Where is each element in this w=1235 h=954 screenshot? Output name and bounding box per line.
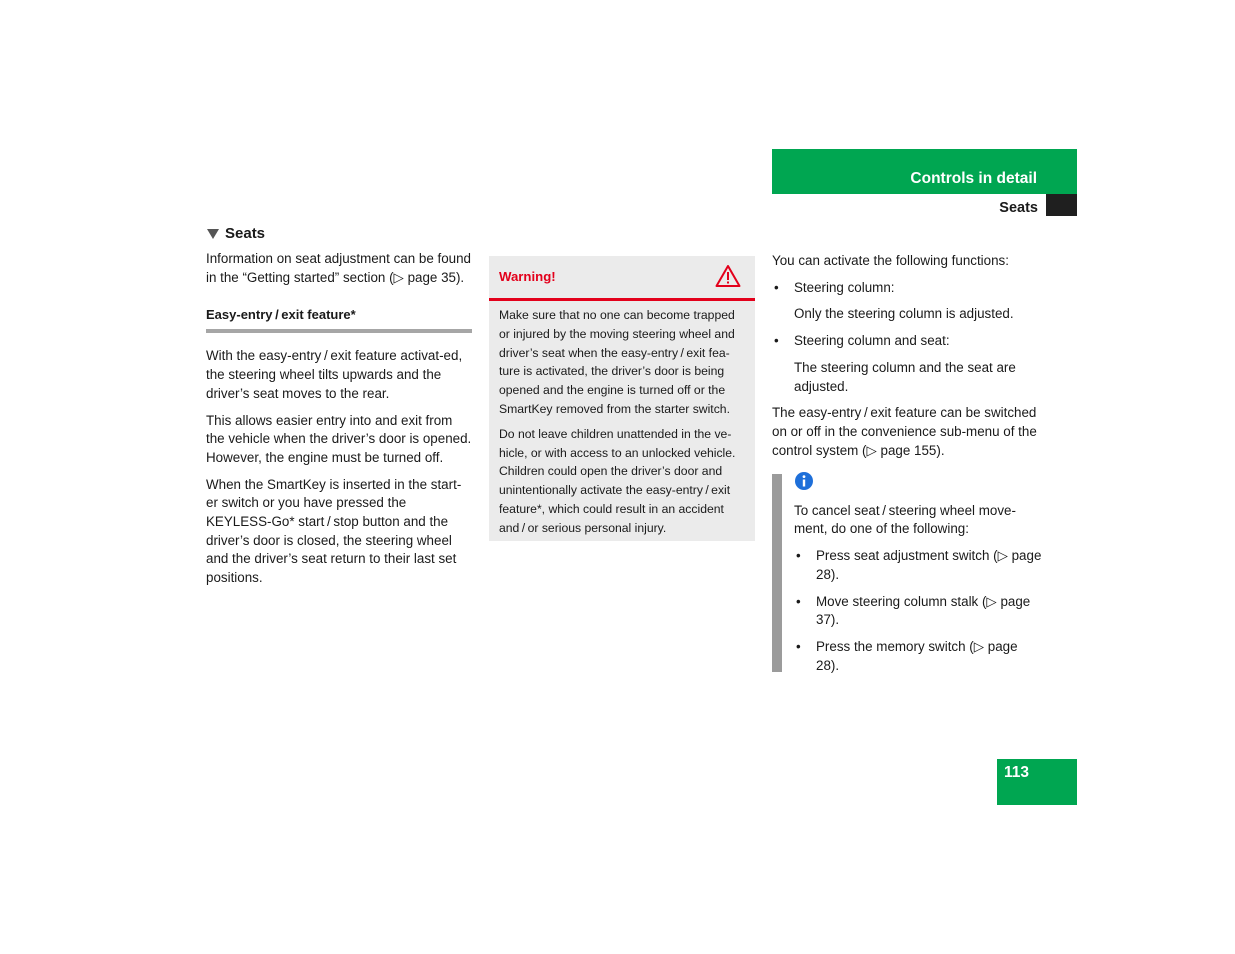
right-column (772, 252, 1042, 460)
warning-body (489, 301, 755, 538)
chapter-title: Controls in detail (910, 170, 1037, 187)
info-list-item: • Press seat adjustment switch (▷ page 28). (794, 547, 1044, 584)
body-paragraph: When the SmartKey is inserted in the start-er switch or you have pressed the KEYLESS-Go* start / stop button and the driver’s door is closed, the steering wheel and the driver’s seat return to their last set positions. (206, 476, 462, 586)
page-number: 113 (1004, 764, 1030, 781)
list-item: • Steering column: (772, 279, 1042, 298)
header-band (772, 149, 1077, 194)
info-box (794, 471, 1044, 675)
warning-paragraph: Do not leave children unattended in the ve-hicle, or with access to an unlocked vehicle. Children could open the driver’s door and unintentionally activate the easy-entry / exit feature*, which could result in an accident and / or serious personal injury. (499, 426, 736, 535)
section-heading (207, 224, 472, 244)
intro-paragraph: Information on seat adjustment can be found in the “Getting started” section (▷ page 35). (206, 251, 472, 285)
list-item: • Steering column and seat: (772, 332, 1042, 351)
info-icon (794, 471, 1044, 497)
info-sidebar (772, 474, 782, 672)
subheading: Easy-entry / exit feature* (206, 306, 472, 333)
left-column (206, 224, 472, 588)
triangle-bullet-icon (207, 229, 219, 239)
warning-title: Warning! (499, 269, 556, 284)
info-list-item: • Move steering column stalk (▷ page 37). (794, 593, 1044, 630)
body-paragraph: The easy-entry / exit feature can be switched on or off in the convenience sub-menu of the control system (▷ page 155). (772, 405, 1037, 458)
header-marker (1046, 194, 1077, 216)
warning-paragraph: Make sure that no one can become trapped or injured by the moving steering wheel and driver’s seat when the easy-entry / exit fea-ture is activated, the driver’s door is being opened and the engine is turned off or the SmartKey removed from the starter switch. (499, 308, 735, 416)
warning-box (489, 256, 755, 541)
warning-header (489, 256, 755, 301)
body-paragraph: With the easy-entry / exit feature activat-ed, the steering wheel tilts upwards and the driver’s seat moves to the rear. (206, 348, 463, 401)
body-paragraph: This allows easier entry into and exit from the vehicle when the driver’s door is opened. However, the engine must be turned off. (206, 412, 472, 465)
section-subtitle: Seats (999, 200, 1038, 216)
list-item-detail: Only the steering column is adjusted. (794, 306, 1014, 322)
page-number-box (997, 759, 1077, 805)
info-intro: To cancel seat / steering wheel move-ment, do one of the following: (794, 502, 1016, 537)
list-item-detail: The steering column and the seat are adjusted. (794, 359, 1016, 394)
warning-triangle-icon (715, 264, 741, 294)
section-heading-text: Seats (225, 225, 266, 242)
functions-intro: You can activate the following functions: (772, 253, 1009, 268)
info-list-item: • Press the memory switch (▷ page 28). (794, 638, 1044, 675)
